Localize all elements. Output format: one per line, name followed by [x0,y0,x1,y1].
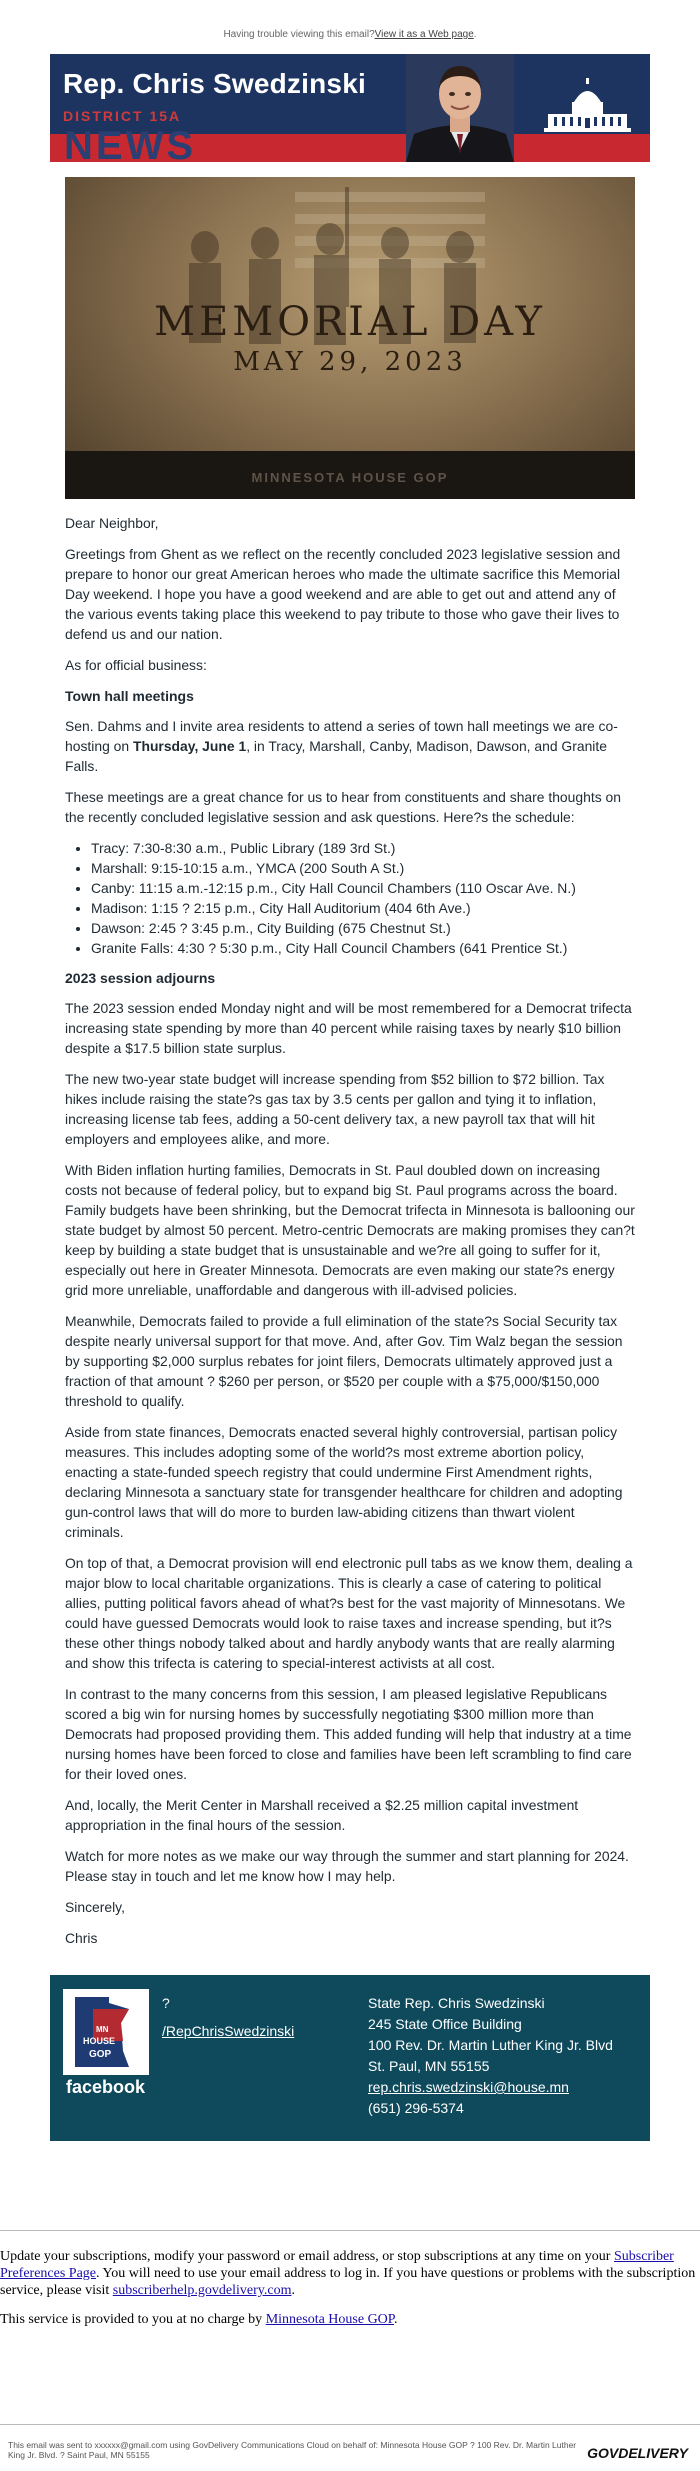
business-paragraph: As for official business: [65,657,207,673]
subs-line2-start: This service is provided to you at no charge by [0,2312,266,2327]
greeting: Dear Neighbor, [65,515,159,531]
list-item: • Madison: 1:15 ? 2:15 p.m., City Hall Auditorium (404 6th Ave.) [91,898,635,918]
session-paragraph: With Biden inflation hurting families, Democrats in St. Paul doubled down on increasing costs not because of federal policy, but to expand big St. Paul programs across the board. Family budgets have been shrinking, but the Democrat trifecta in Minnesota is ballooning our state budget by almost 50 percent. Metro-centric Democrats are making promises they can?t keep by building a state budget that is unsustainable and we?re all going to suffer for it, especially out here in Greater Minnesota. Democrats are even making our state?s energy grid more unreliable, unaffordable and dangerous with ill-advised policies. [65,1162,635,1298]
intro-paragraph: Greetings from Ghent as we reflect on the recently concluded 2023 legislative session and prepare to honor our great American heroes who made the ultimate sacrifice this Memorial Day weekend. I hope you have a good weekend and are able to get out and attend any of the various events taking place this weekend to pay tribute to those who gave their lives to defend us and our nation. [65,546,621,642]
divider [0,2424,700,2425]
office-address [368,1993,613,2119]
govdelivery-logo[interactable]: GOVDELIVERY [587,2445,688,2461]
session-paragraph: And, locally, the Merit Center in Marshall received a $2.25 million capital investment appropriation in the final hours of the session. [65,1797,579,1833]
header-news: NEWS [64,124,196,162]
missing-image-placeholder: ? [162,1995,170,2011]
subscription-notice [0,2248,700,2340]
preheader-end: . [473,29,477,40]
logo-text-gop: GOP [89,2049,112,2060]
address-line: St. Paul, MN 55155 [368,2058,490,2074]
phone-number: (651) 296-5374 [368,2100,464,2116]
newsletter-header [50,54,650,162]
town-hall-date: Thursday, June 1 [132,738,247,754]
preheader-text: Having trouble viewing this email? [223,29,375,40]
email-link[interactable]: rep.chris.swedzinski@house.mn [368,2079,569,2095]
town-hall-p1-end: , in Tracy, Marshall, Canby, Madison, Dawson, and Granite Falls. [65,738,607,774]
address-line: 100 Rev. Dr. Martin Luther King Jr. Blvd [368,2037,613,2053]
session-paragraph: In contrast to the many concerns from this session, I am pleased legislative Republicans scored a big win for nursing homes by successfully negotiating $300 million more than Democrats had proposed providing them. This added funding will help that industry at a time nursing homes have been forced to close and families have been left scrambling to find care for their loved ones. [65,1686,632,1782]
subs-line2-end: . [394,2312,398,2327]
facebook-handle-link[interactable]: /RepChrisSwedzinski [162,2023,295,2039]
contact-footer [50,1975,650,2141]
subscription-paragraph [0,2248,700,2299]
memorial-day-banner [65,177,635,499]
minnesota-house-gop-link[interactable]: Minnesota House GOP [265,2312,395,2327]
header-title: Rep. Chris Swedzinski [63,68,366,99]
signature: Chris [65,1930,98,1946]
subscriber-help-link[interactable]: subscriberhelp.govdelivery.com [112,2283,292,2298]
town-hall-paragraph [65,716,635,776]
logo-text-house: HOUSE [83,2036,116,2046]
mn-house-gop-logo[interactable] [63,1989,149,2075]
list-item: • Granite Falls: 4:30 ? 5:30 p.m., City Hall Council Chambers (641 Prentice St.) [91,938,635,958]
subscriber-preferences-link[interactable]: Subscriber Preferences Page [0,2249,674,2281]
logo-text-mn: MN [96,2025,109,2034]
list-item: • Tracy: 7:30-8:30 a.m., Public Library (189 3rd St.) [91,838,635,858]
banner-minnesota-house-gop: MINNESOTA HOUSE GOP [251,470,449,485]
session-paragraph: The new two-year state budget will increase spending from $52 billion to $72 billion. Tax hikes include raising the state?s gas tax by 3.5 cents per gallon and tying it to inflation, increasing license tab fees, adding a 50-cent delivery tax, a new payroll tax that will hit employers and employees alike, and more. [65,1071,605,1147]
banner-title: MEMORIAL DAY [154,299,546,345]
town-hall-schedule-intro: These meetings are a great chance for us to hear from constituents and share thoughts on the recently concluded legislative session and ask questions. Here?s the schedule: [65,789,621,825]
session-paragraph: Meanwhile, Democrats failed to provide a full elimination of the state?s Social Security tax despite nearly universal support for that move. And, after Gov. Tim Walz began the session by supporting $2,000 surplus rebates for joint filers, Democrats ultimately approved just a fraction of that amount ? $260 per person, or $520 per couple with a $75,000/$150,000 threshold to qualify. [65,1313,623,1409]
banner-date: MAY 29, 2023 [233,347,467,377]
closing: Sincerely, [65,1899,125,1915]
email-body [50,54,650,2141]
session-paragraph: Aside from state finances, Democrats enacted several highly controversial, partisan policy measures. This includes adopting some of the world?s most extreme abortion policy, enacting a state-funded speech registry that could undermine First Amendment rights, declaring Minnesota a sanctuary state for transgender healthcare for children and adopting gun-control laws that will do more to burden law-abiding citizens than thwart violent criminals. [65,1424,623,1540]
session-paragraph: Watch for more notes as we make our way through the summer and start planning for 2024. Please stay in touch and let me know how I may help. [65,1848,629,1884]
address-line: 245 State Office Building [368,2016,522,2032]
list-item: • Canby: 11:15 a.m.-12:15 p.m., City Hall Council Chambers (110 Oscar Ave. N.) [91,878,635,898]
list-item: • Marshall: 9:15-10:15 a.m., YMCA (200 South A St.) [91,858,635,878]
session-paragraph: The 2023 session ended Monday night and will be most remembered for a Democrat trifecta increasing state spending by more than 40 percent while raising taxes by nearly $10 billion despite a $17.5 billion state surplus. [65,1000,632,1056]
subs-line1-mid: . You will need to use your email address to log in. If you have questions or problems with the subscription service, please visit [0,2266,696,2298]
provider-paragraph [0,2311,700,2328]
facebook-wordmark[interactable]: facebook [66,2077,146,2097]
sender-fineprint: This email was sent to xxxxxx@gmail.com using GovDelivery Communications Cloud on behalf of: Minnesota House GOP ? 100 Rev. Dr. Martin Luther King Jr. Blvd. ? Saint Paul, MN 55155 [8,2440,577,2460]
session-heading: 2023 session adjourns [65,970,216,986]
view-as-web-page-link[interactable]: View it as a Web page [374,29,474,40]
address-line: State Rep. Chris Swedzinski [368,1995,545,2011]
town-hall-heading: Town hall meetings [65,688,194,704]
header-district: DISTRICT 15A [63,108,182,124]
session-paragraph: On top of that, a Democrat provision will end electronic pull tabs as we know them, dealing a major blow to local charitable organizations. This is clearly a case of catering to political allies, putting political favors ahead of what?s best for the vast majority of Minnesotans. We could have guessed Democrats would look to raise taxes and increase spending, but it?s these other things nobody talked about and hardly anybody wants that are really alarming and show this trifecta is catering to special-interest activists at all cost. [65,1555,633,1671]
town-hall-p1-start: Sen. Dahms and I invite area residents to attend a series of town hall meetings we are co-hosting on [65,718,618,754]
letter-content [50,499,650,1948]
schedule-list [65,838,635,958]
divider [0,2230,700,2231]
subs-line1-end: . [291,2283,295,2298]
preheader [0,0,700,46]
capitol-icon [540,78,635,136]
representative-portrait [406,54,514,162]
list-item: • Dawson: 2:45 ? 3:45 p.m., City Building (675 Chestnut St.) [91,918,635,938]
subs-line1-start: Update your subscriptions, modify your password or email address, or stop subscriptions at any time on your [0,2249,614,2264]
